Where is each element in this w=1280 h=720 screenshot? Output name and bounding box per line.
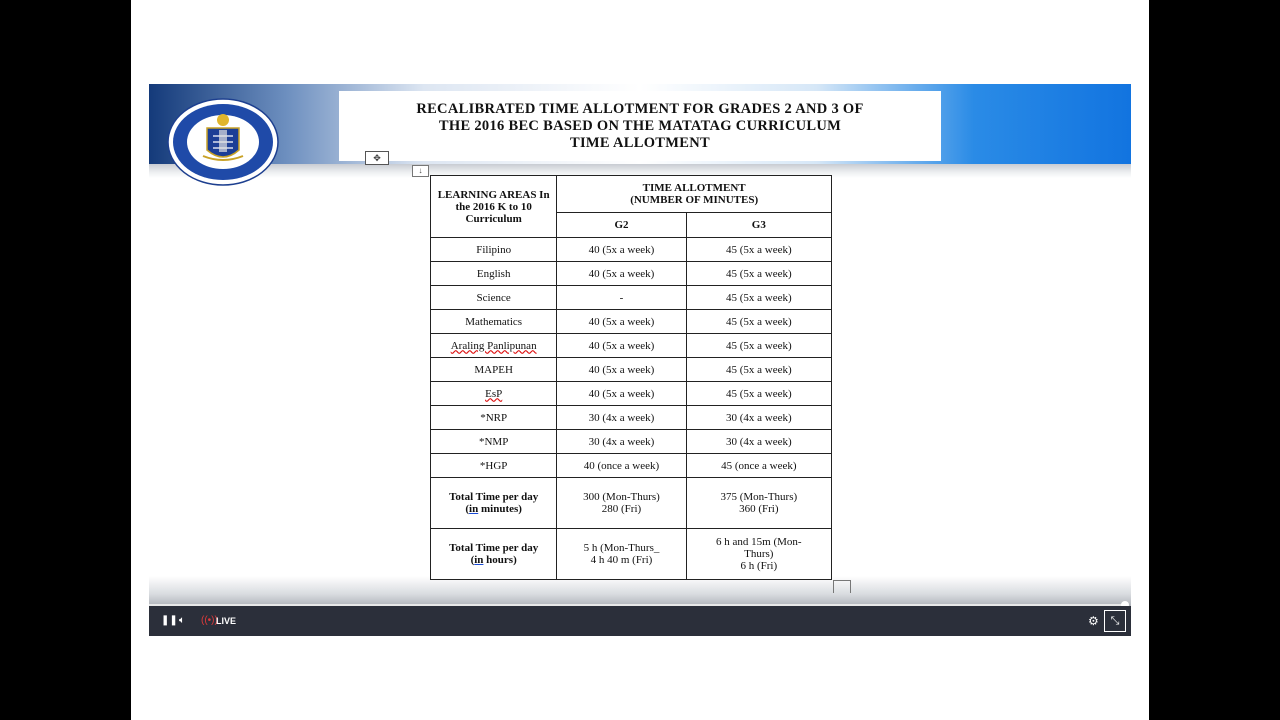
table-row bbox=[431, 334, 832, 358]
time-allotment-header-line-1: TIME ALLOTMENT bbox=[642, 182, 746, 194]
live-indicator-icon: ((•)) bbox=[201, 615, 218, 626]
g2-total-line-2: 280 (Fri) bbox=[601, 503, 642, 515]
table-row bbox=[431, 286, 832, 310]
g2-total-line-1: 5 h (Mon-Thurs_ bbox=[583, 542, 660, 554]
area-cell: Science bbox=[431, 286, 557, 310]
table-row bbox=[431, 406, 832, 430]
g3-total-line-1: 375 (Mon-Thurs) bbox=[720, 491, 798, 503]
table-row bbox=[431, 238, 832, 262]
g3-total-line-1: 6 h and 15m (Mon- bbox=[716, 536, 802, 548]
area-cell: Filipino bbox=[431, 238, 557, 262]
letterbox-left bbox=[0, 0, 131, 720]
g3-cell: 30 (4x a week) bbox=[686, 430, 831, 454]
g3-cell: 45 (5x a week) bbox=[686, 358, 831, 382]
area-cell bbox=[431, 334, 557, 358]
g2-cell: 40 (5x a week) bbox=[557, 334, 686, 358]
gear-icon[interactable]: ⚙ bbox=[1088, 614, 1099, 628]
area-cell: MAPEH bbox=[431, 358, 557, 382]
title-line-2: THE 2016 BEC BASED ON THE MATATAG CURRICULUM bbox=[438, 117, 842, 134]
g2-cell: 30 (4x a week) bbox=[557, 406, 686, 430]
total-minutes-label bbox=[431, 478, 557, 529]
paren-open: ( bbox=[470, 554, 475, 566]
video-controls bbox=[149, 606, 1131, 636]
area-cell: Mathematics bbox=[431, 310, 557, 334]
g2-total-cell bbox=[557, 529, 686, 580]
table-row bbox=[431, 310, 832, 334]
table-select-handle-icon[interactable]: ↓ bbox=[412, 165, 429, 177]
slide-title bbox=[339, 91, 941, 161]
table-row bbox=[431, 358, 832, 382]
g3-cell: 45 (once a week) bbox=[686, 454, 831, 478]
time-allotment-table bbox=[430, 175, 832, 580]
total-label-line-2 bbox=[434, 503, 553, 515]
live-label: LIVE bbox=[216, 616, 237, 626]
in-word: in bbox=[469, 503, 479, 515]
total-hours-row bbox=[431, 529, 832, 580]
g3-cell: 45 (5x a week) bbox=[686, 310, 831, 334]
table-resize-handle[interactable] bbox=[833, 580, 851, 593]
unit-text: minutes) bbox=[478, 503, 522, 515]
g3-total-line-2: Thurs) bbox=[744, 548, 774, 560]
letterbox-right bbox=[1149, 0, 1280, 720]
g2-header: G2 bbox=[557, 213, 686, 238]
area-cell bbox=[431, 382, 557, 406]
g3-cell: 45 (5x a week) bbox=[686, 382, 831, 406]
exit-fullscreen-icon[interactable]: ⤡ bbox=[1104, 610, 1126, 632]
g3-cell: 45 (5x a week) bbox=[686, 238, 831, 262]
g3-total-line-2: 360 (Fri) bbox=[739, 503, 779, 515]
g3-total-cell bbox=[686, 529, 831, 580]
total-minutes-row bbox=[431, 478, 832, 529]
time-allotment-header bbox=[557, 176, 832, 213]
pause-icon[interactable]: ❚❚ bbox=[161, 615, 178, 626]
g2-cell: 40 (5x a week) bbox=[557, 382, 686, 406]
g3-header: G3 bbox=[686, 213, 831, 238]
deped-seal-logo bbox=[167, 98, 279, 186]
presentation-slide bbox=[149, 84, 1131, 606]
g2-cell: 40 (5x a week) bbox=[557, 262, 686, 286]
g3-cell: 45 (5x a week) bbox=[686, 286, 831, 310]
total-label-line-2 bbox=[434, 554, 553, 566]
g2-total-line-1: 300 (Mon-Thurs) bbox=[583, 491, 660, 503]
table-move-handle-icon[interactable]: ✥ bbox=[365, 151, 389, 165]
table-row bbox=[431, 382, 832, 406]
g2-total-cell bbox=[557, 478, 686, 529]
unit-text: hours) bbox=[483, 554, 517, 566]
g3-total-line-3: 6 h (Fri) bbox=[740, 560, 778, 572]
g2-cell: 40 (5x a week) bbox=[557, 358, 686, 382]
table-row bbox=[431, 430, 832, 454]
area-cell-text: Araling Panlipunan bbox=[450, 339, 537, 352]
volume-icon[interactable]: 🔈︎ bbox=[179, 615, 185, 626]
table-row bbox=[431, 454, 832, 478]
g2-cell: 40 (once a week) bbox=[557, 454, 686, 478]
table-row bbox=[431, 262, 832, 286]
footer-band bbox=[149, 576, 1131, 606]
area-cell: *NMP bbox=[431, 430, 557, 454]
g2-cell: 30 (4x a week) bbox=[557, 430, 686, 454]
g2-cell: - bbox=[557, 286, 686, 310]
time-allotment-header-line-2: (NUMBER OF MINUTES) bbox=[630, 194, 759, 206]
area-cell: *NRP bbox=[431, 406, 557, 430]
g3-total-cell bbox=[686, 478, 831, 529]
g3-cell: 45 (5x a week) bbox=[686, 334, 831, 358]
paren-open: ( bbox=[465, 503, 470, 515]
learning-areas-header-text: LEARNING AREAS In the 2016 K to 10 Curriculum bbox=[437, 188, 550, 225]
learning-areas-header bbox=[431, 176, 557, 238]
g2-cell: 40 (5x a week) bbox=[557, 238, 686, 262]
g2-total-line-2: 4 h 40 m (Fri) bbox=[590, 554, 653, 566]
in-word: in bbox=[474, 554, 484, 566]
title-line-1: RECALIBRATED TIME ALLOTMENT FOR GRADES 2 AND 3 OF bbox=[416, 100, 864, 117]
area-cell: *HGP bbox=[431, 454, 557, 478]
total-label-line-1: Total Time per day bbox=[449, 542, 539, 554]
total-hours-label bbox=[431, 529, 557, 580]
area-cell: English bbox=[431, 262, 557, 286]
title-line-3: TIME ALLOTMENT bbox=[570, 134, 710, 151]
g2-cell: 40 (5x a week) bbox=[557, 310, 686, 334]
g3-cell: 30 (4x a week) bbox=[686, 406, 831, 430]
g3-cell: 45 (5x a week) bbox=[686, 262, 831, 286]
area-cell-text: EsP bbox=[485, 387, 503, 400]
total-label-line-1: Total Time per day bbox=[449, 491, 539, 503]
